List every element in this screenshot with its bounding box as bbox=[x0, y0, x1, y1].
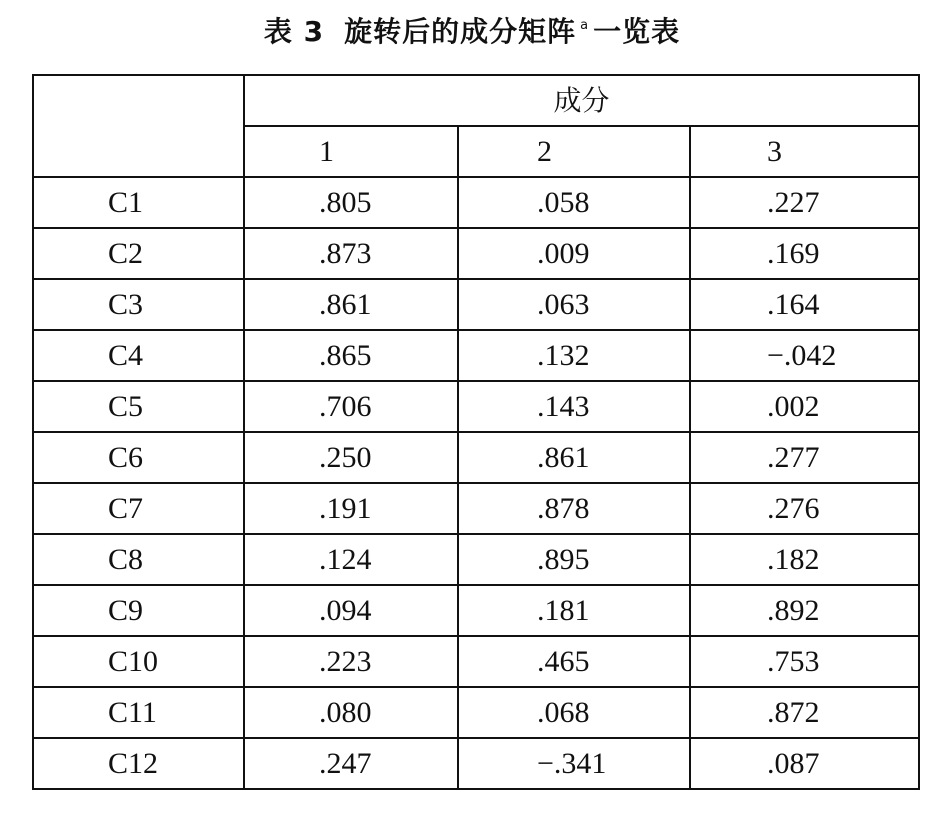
row-label: C4 bbox=[33, 330, 244, 381]
loading-cell-component-1: .250 bbox=[244, 432, 458, 483]
table-row bbox=[33, 381, 919, 432]
table-row bbox=[33, 738, 919, 789]
row-label: C8 bbox=[33, 534, 244, 585]
loading-cell-component-2: .058 bbox=[458, 177, 690, 228]
loading-cell-component-1: .191 bbox=[244, 483, 458, 534]
loading-cell-component-2: .465 bbox=[458, 636, 690, 687]
row-label: C3 bbox=[33, 279, 244, 330]
caption-suffix: 一览表 bbox=[593, 15, 681, 48]
table-row bbox=[33, 687, 919, 738]
table-row bbox=[33, 483, 919, 534]
loading-cell-component-2: .068 bbox=[458, 687, 690, 738]
row-label: C12 bbox=[33, 738, 244, 789]
loading-cell-component-2: .063 bbox=[458, 279, 690, 330]
loading-cell-component-3: .277 bbox=[690, 432, 919, 483]
loading-cell-component-1: .873 bbox=[244, 228, 458, 279]
loading-cell-component-1: .865 bbox=[244, 330, 458, 381]
rotated-component-matrix-table bbox=[32, 74, 920, 790]
table-row bbox=[33, 177, 919, 228]
row-label: C9 bbox=[33, 585, 244, 636]
loading-cell-component-1: .861 bbox=[244, 279, 458, 330]
row-label: C5 bbox=[33, 381, 244, 432]
header-row-group bbox=[33, 75, 919, 126]
loading-cell-component-3: −.042 bbox=[690, 330, 919, 381]
loading-cell-component-1: .124 bbox=[244, 534, 458, 585]
loading-cell-component-1: .094 bbox=[244, 585, 458, 636]
loading-cell-component-1: .223 bbox=[244, 636, 458, 687]
table-row bbox=[33, 330, 919, 381]
loading-cell-component-1: .080 bbox=[244, 687, 458, 738]
table-row bbox=[33, 432, 919, 483]
loading-cell-component-3: .087 bbox=[690, 738, 919, 789]
row-label: C1 bbox=[33, 177, 244, 228]
caption-number: 表 3 bbox=[263, 15, 325, 48]
table-body bbox=[33, 177, 919, 789]
loading-cell-component-2: .895 bbox=[458, 534, 690, 585]
loading-cell-component-2: .878 bbox=[458, 483, 690, 534]
loading-cell-component-1: .805 bbox=[244, 177, 458, 228]
loading-cell-component-3: .753 bbox=[690, 636, 919, 687]
table-row bbox=[33, 585, 919, 636]
row-label: C10 bbox=[33, 636, 244, 687]
row-label: C7 bbox=[33, 483, 244, 534]
row-label: C2 bbox=[33, 228, 244, 279]
loading-cell-component-3: .002 bbox=[690, 381, 919, 432]
loading-cell-component-3: .227 bbox=[690, 177, 919, 228]
corner-cell bbox=[33, 75, 244, 177]
loading-cell-component-2: .143 bbox=[458, 381, 690, 432]
loading-cell-component-3: .182 bbox=[690, 534, 919, 585]
row-label: C11 bbox=[33, 687, 244, 738]
loading-cell-component-2: −.341 bbox=[458, 738, 690, 789]
caption-superscript: a bbox=[580, 18, 590, 33]
column-header-2: 2 bbox=[458, 126, 690, 177]
caption-main: 旋转后的成分矩阵 bbox=[344, 15, 577, 48]
loading-cell-component-1: .706 bbox=[244, 381, 458, 432]
table-row bbox=[33, 636, 919, 687]
loading-cell-component-3: .164 bbox=[690, 279, 919, 330]
table-row bbox=[33, 534, 919, 585]
row-label: C6 bbox=[33, 432, 244, 483]
loading-cell-component-1: .247 bbox=[244, 738, 458, 789]
column-header-3: 3 bbox=[690, 126, 919, 177]
loading-cell-component-3: .276 bbox=[690, 483, 919, 534]
loading-cell-component-3: .892 bbox=[690, 585, 919, 636]
loading-cell-component-2: .181 bbox=[458, 585, 690, 636]
table-caption bbox=[0, 4, 944, 54]
loading-cell-component-2: .009 bbox=[458, 228, 690, 279]
loading-cell-component-3: .169 bbox=[690, 228, 919, 279]
table-row bbox=[33, 279, 919, 330]
table-row bbox=[33, 228, 919, 279]
loading-cell-component-3: .872 bbox=[690, 687, 919, 738]
component-group-header: 成分 bbox=[244, 75, 919, 126]
loading-cell-component-2: .861 bbox=[458, 432, 690, 483]
column-header-1: 1 bbox=[244, 126, 458, 177]
loading-cell-component-2: .132 bbox=[458, 330, 690, 381]
